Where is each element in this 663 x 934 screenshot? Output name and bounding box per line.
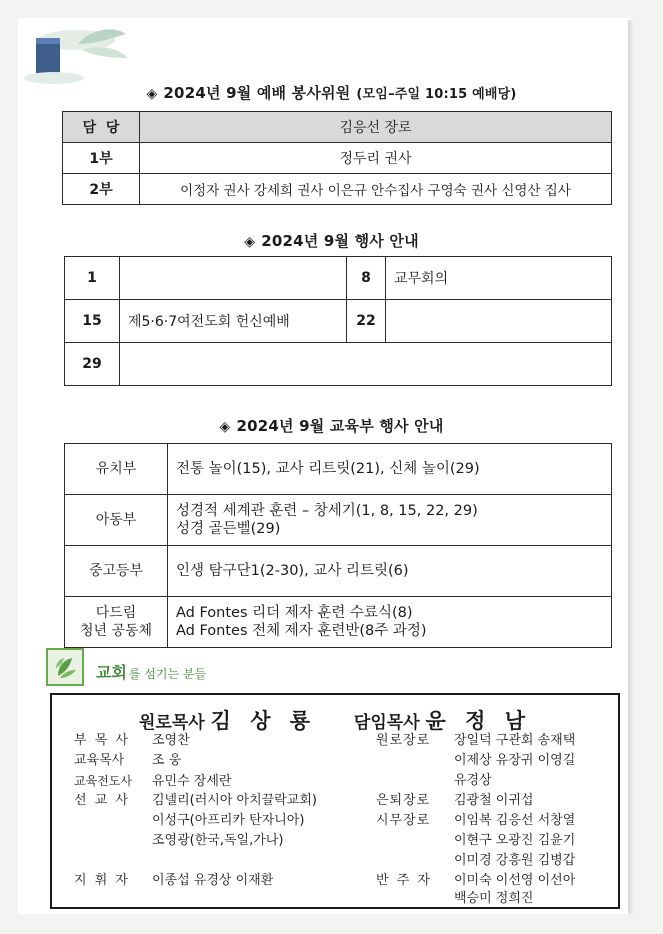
table-row: 2부 이정자 권사 강세희 권사 이은규 안수집사 구영숙 권사 신영산 집사 (63, 174, 612, 205)
education-section-title: ◈ 2024년 9월 교육부 행사 안내 (219, 417, 444, 435)
worship-section-title: ◈ 2024년 9월 예배 봉사위원 (모임–주일 10:15 예배당) (146, 84, 517, 102)
staff-row: 이현구 오광진 김윤기 (454, 833, 576, 848)
staff-row: 이제상 유장귀 이영길 (454, 753, 576, 768)
events-table (64, 256, 612, 386)
diamond-bullet-icon: ◈ (219, 419, 231, 435)
page-edge (628, 20, 634, 914)
diamond-bullet-icon: ◈ (244, 234, 256, 250)
staff-row: 교육목사 조 웅 (74, 753, 182, 768)
staff-row: 이성구(아프리카 탄자니아) (152, 813, 305, 828)
staff-row: 부 목 사 조영찬 (74, 733, 190, 748)
table-row: 아동부 성경적 세계관 훈련 – 창세기(1, 8, 15, 22, 29) 성경 골든벨(29) (65, 495, 612, 546)
staff-row: 유경상 (454, 773, 492, 788)
staff-row: 백승미 정희진 (454, 891, 534, 906)
church-staff-box (50, 693, 620, 909)
staff-row: 이미경 강흥원 김병갑 (454, 853, 576, 868)
leaf-icon (46, 648, 84, 686)
table-row: 중고등부 인생 탐구단1(2-30), 교사 리트릿(6) (65, 546, 612, 597)
header-label: 담 당 (63, 112, 140, 143)
events-section-title: ◈ 2024년 9월 행사 안내 (244, 232, 419, 250)
header-value: 김응선 장로 (140, 112, 612, 143)
staff-row: 선 교 사 김넬리(러시아 아치끌락교회) (74, 793, 317, 808)
education-table (64, 443, 612, 648)
diamond-bullet-icon: ◈ (146, 86, 158, 102)
staff-row: 교육전도사 유민수 장세란 (74, 774, 232, 789)
table-row (63, 112, 612, 143)
pastor-line: 원로목사 김 상 룡 담임목사 윤 정 남 (138, 709, 532, 733)
table-row: 1부 정두리 권사 (63, 143, 612, 174)
staff-row: 은퇴장로 김광철 이귀섭 (376, 793, 534, 808)
table-row: 15 제5·6·7여전도회 헌신예배 22 (65, 300, 612, 343)
staff-row: 지 휘 자 이종섭 유경상 이재환 (74, 873, 274, 888)
table-row: 유치부 전통 놀이(15), 교사 리트릿(21), 신체 놀이(29) (65, 444, 612, 495)
table-row: 다드림 청년 공동체 Ad Fontes 리더 제자 훈련 수료식(8) Ad Fontes 전체 제자 훈련반(8주 과정) (65, 597, 612, 648)
staff-row: 반 주 자 이미숙 이선영 이선아 (376, 873, 576, 888)
staff-row: 조영광(한국,독일,가나) (152, 833, 284, 848)
table-row: 29 (65, 343, 612, 386)
staff-row: 원로장로 장일덕 구관회 송재택 (376, 733, 576, 748)
worship-committee-table (62, 111, 612, 205)
staff-row: 시무장로 이임복 김응선 서창열 (376, 813, 576, 828)
table-row: 1 8 교무회의 (65, 257, 612, 300)
